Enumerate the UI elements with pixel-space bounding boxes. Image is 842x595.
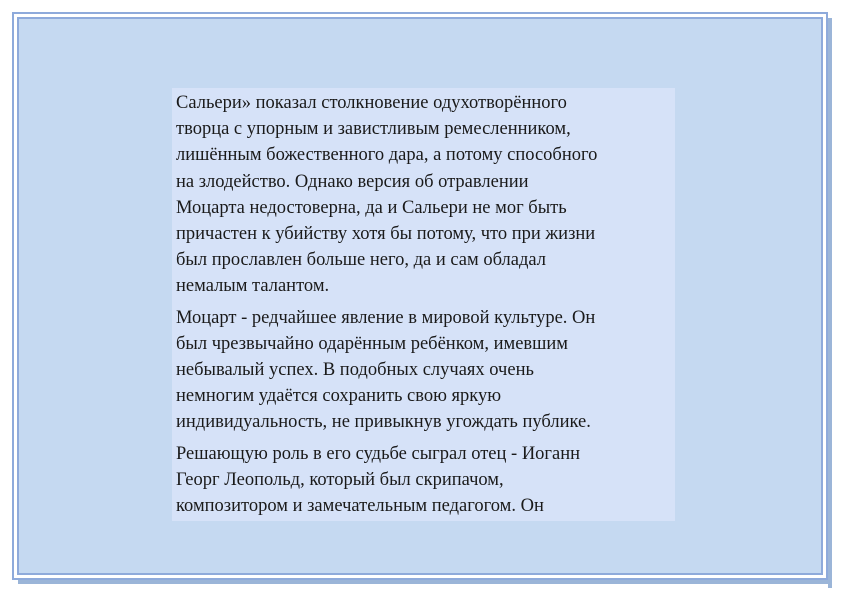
slide-frame — [12, 12, 828, 580]
text-line: индивидуальность, не привыкнув угождать публике. — [176, 412, 591, 433]
text-line: Георг Леопольд, который был скрипачом, — [176, 469, 504, 490]
text-line: причастен к убийству хотя бы потому, что при жизни — [176, 224, 596, 245]
text-line: творца с упорным и завистливым ремесленником, — [176, 119, 571, 140]
text-line: на злодейство. Однако версия об отравлении — [176, 171, 529, 192]
text-line: лишённым божественного дара, а потому способного — [176, 145, 598, 166]
text-line: Решающую роль в его судьбе сыграл отец - Иоганн — [176, 443, 581, 464]
text-line: небывалый успех. В подобных случаях очень — [176, 360, 534, 381]
text-line: был прославлен больше него, да и сам обладал — [176, 250, 546, 271]
text-line: немногим удаётся сохранить свою яркую — [176, 386, 502, 407]
paragraph-1 — [176, 90, 671, 300]
text-line: Сальери» показал столкновение одухотворённого — [176, 93, 567, 113]
text-box — [172, 88, 675, 521]
text-line: композитором и замечательным педагогом. Он — [176, 496, 544, 517]
paragraph-3 — [176, 441, 671, 520]
text-line: немалым талантом. — [176, 276, 330, 297]
text-line: Моцарта недостоверна, да и Сальери не мог быть — [176, 197, 567, 218]
text-line: Моцарт - редчайшее явление в мировой культуре. Он — [176, 307, 596, 328]
text-line: был чрезвычайно одарённым ребёнком, имевшим — [176, 333, 569, 354]
paragraph-2 — [176, 305, 671, 436]
